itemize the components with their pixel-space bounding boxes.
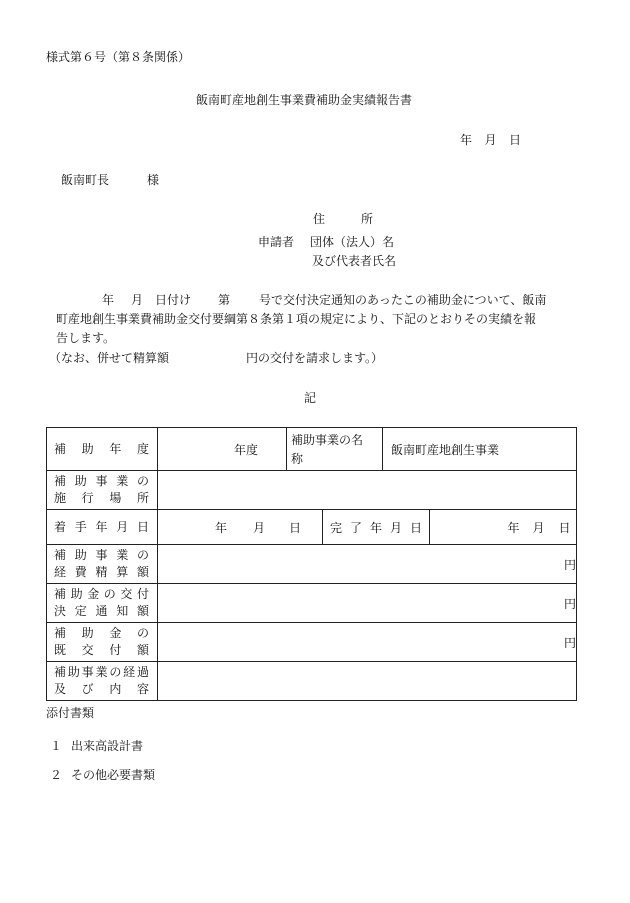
label-char: 行 (81, 491, 94, 505)
label-char: び (81, 682, 94, 696)
label-char: の (103, 587, 116, 601)
label-char: 額 (136, 604, 149, 618)
address-label-char: 住 (313, 212, 326, 226)
label-char: 補 (54, 626, 67, 640)
label-char: 付 (109, 643, 122, 657)
body-line2: 町産地創生事業費補助金交付要綱第８条第１項の規定により、下記のとおりその実績を報 (56, 312, 537, 326)
label-char: の (136, 474, 149, 488)
location-value-cell (158, 471, 577, 510)
row-decision (47, 584, 577, 623)
label-char: 経 (54, 565, 67, 579)
project-name-label-line2: 称 (291, 452, 304, 466)
decision-label-cell (47, 584, 158, 623)
label-char: 算 (116, 565, 129, 579)
progress-label-cell (47, 662, 158, 701)
fiscal-year-value-cell (158, 428, 287, 471)
label-char: 交 (81, 643, 94, 657)
project-name-label-line1: 補助事業の名 (291, 433, 364, 447)
attachment-item-2-num: ２ (50, 768, 63, 782)
date-year-label: 年 (460, 133, 473, 147)
label-char: 補 (54, 548, 67, 562)
label-char: 助 (74, 548, 87, 562)
label-char: 知 (116, 604, 129, 618)
label-char: 額 (136, 643, 149, 657)
addressee-honorific: 様 (147, 173, 160, 187)
body-line4-a: （なお、併せて精算額 (49, 351, 170, 365)
label-char: 月 (389, 521, 402, 535)
label-char: 既 (54, 643, 67, 657)
label-char: 所 (136, 491, 149, 505)
label-char: 着 (54, 519, 67, 534)
label-char: 完 (330, 521, 343, 535)
label-char: 内 (109, 682, 122, 696)
fiscal-year-unit: 年度 (233, 442, 258, 457)
label-char: 補 (54, 474, 67, 488)
addressee-name: 飯南町長 (61, 173, 110, 187)
document-title: 飯南町産地創生事業費補助金実績報告書 (196, 93, 413, 107)
date-divider (322, 509, 323, 545)
form-number: 様式第６号（第８条関係） (46, 50, 191, 64)
label-char: 助 (74, 474, 87, 488)
label-char: 施 (54, 491, 67, 505)
start-date-label-cell (47, 510, 158, 545)
received-value-cell (158, 623, 577, 662)
row-location (47, 471, 577, 510)
label-char: 補 (54, 665, 67, 679)
project-name-value: 飯南町産地創生事業 (391, 442, 500, 457)
label-char: 補 (54, 441, 67, 456)
applicant-prefix: 申請者 (258, 235, 295, 249)
body-month: 月 (131, 293, 144, 307)
body-number-prefix: 第 (218, 293, 231, 307)
yen-unit: 円 (563, 635, 576, 650)
label-char: 業 (116, 548, 129, 562)
attachment-item-1-text: 出来高設計書 (71, 739, 144, 753)
yen-unit: 円 (563, 596, 576, 611)
body-line4-b: 円の交付を請求します。） (246, 351, 384, 365)
location-label-cell (47, 471, 158, 510)
row-fiscal-year (47, 428, 577, 471)
body-date-suffix: 日付け (155, 293, 192, 307)
label-char: 及 (54, 682, 67, 696)
decision-value-cell (158, 584, 577, 623)
attachments-heading: 添付書類 (46, 706, 95, 720)
project-name-label-cell (287, 428, 383, 471)
label-char: 助 (70, 587, 83, 601)
label-char: 精 (95, 565, 108, 579)
label-char: 経 (123, 665, 136, 679)
label-char: 金 (87, 587, 100, 601)
address-label-char: 所 (360, 212, 373, 226)
row-progress (47, 662, 577, 701)
report-table (46, 427, 577, 701)
body-line3: 告します。 (56, 331, 116, 345)
date-month-label: 月 (484, 133, 497, 147)
label-char: 容 (136, 682, 149, 696)
progress-value-cell (158, 662, 577, 701)
start-date-value-cell (158, 510, 422, 545)
label-char: 年 (95, 519, 108, 534)
attachment-item-1-num: １ (50, 739, 63, 753)
label-char: 度 (136, 441, 149, 456)
body-year: 年 (102, 293, 115, 307)
label-char: 過 (136, 665, 149, 679)
address-label (313, 210, 373, 227)
label-char: の (136, 548, 149, 562)
label-char: 補 (54, 587, 67, 601)
label-char: 月 (116, 519, 129, 534)
end-date-value-cell (383, 510, 577, 545)
end-month-label: 月 (532, 521, 545, 535)
label-char: 付 (136, 587, 149, 601)
label-char: 事 (95, 474, 108, 488)
cost-label-cell (47, 545, 158, 584)
label-char: 業 (95, 665, 108, 679)
label-char: 了 (349, 521, 362, 535)
attachment-item-2-text: その他必要書類 (71, 768, 156, 782)
label-char: 年 (109, 441, 122, 456)
label-char: 場 (109, 491, 122, 505)
ki-heading: 記 (304, 391, 317, 405)
start-day-label: 日 (289, 521, 302, 535)
label-char: 助 (67, 665, 80, 679)
cost-value-cell (158, 545, 577, 584)
label-char: の (109, 665, 122, 679)
fiscal-year-label-cell (47, 428, 158, 471)
row-received (47, 623, 577, 662)
organization-label: 団体（法人）名 (310, 235, 395, 249)
label-char: 金 (109, 626, 122, 640)
row-dates (47, 510, 577, 545)
label-char: 年 (369, 521, 382, 535)
label-char: 額 (136, 565, 149, 579)
label-char: の (136, 626, 149, 640)
label-char: 助 (81, 441, 94, 456)
date-line (460, 131, 521, 148)
end-day-label: 日 (558, 521, 571, 535)
label-char: 決 (54, 604, 67, 618)
start-month-label: 月 (253, 521, 266, 535)
project-name-value-cell (383, 428, 577, 471)
label-char: 費 (74, 565, 87, 579)
label-char: 通 (95, 604, 108, 618)
received-label-cell (47, 623, 158, 662)
representative-label: 及び代表者氏名 (312, 254, 397, 268)
label-char: 事 (95, 548, 108, 562)
body-line1-rest: 号で交付決定通知のあったこの補助金について、飯南 (259, 293, 547, 307)
label-char: 交 (120, 587, 133, 601)
date-day-label: 日 (508, 133, 521, 147)
start-year-label: 年 (215, 521, 228, 535)
label-char: 助 (81, 626, 94, 640)
label-char: 業 (116, 474, 129, 488)
yen-unit: 円 (563, 557, 576, 572)
label-char: 手 (74, 519, 87, 534)
label-char: 日 (409, 521, 422, 535)
row-cost (47, 545, 577, 584)
label-char: 定 (74, 604, 87, 618)
label-char: 日 (136, 519, 149, 534)
label-char: 事 (81, 665, 94, 679)
end-year-label: 年 (507, 521, 520, 535)
